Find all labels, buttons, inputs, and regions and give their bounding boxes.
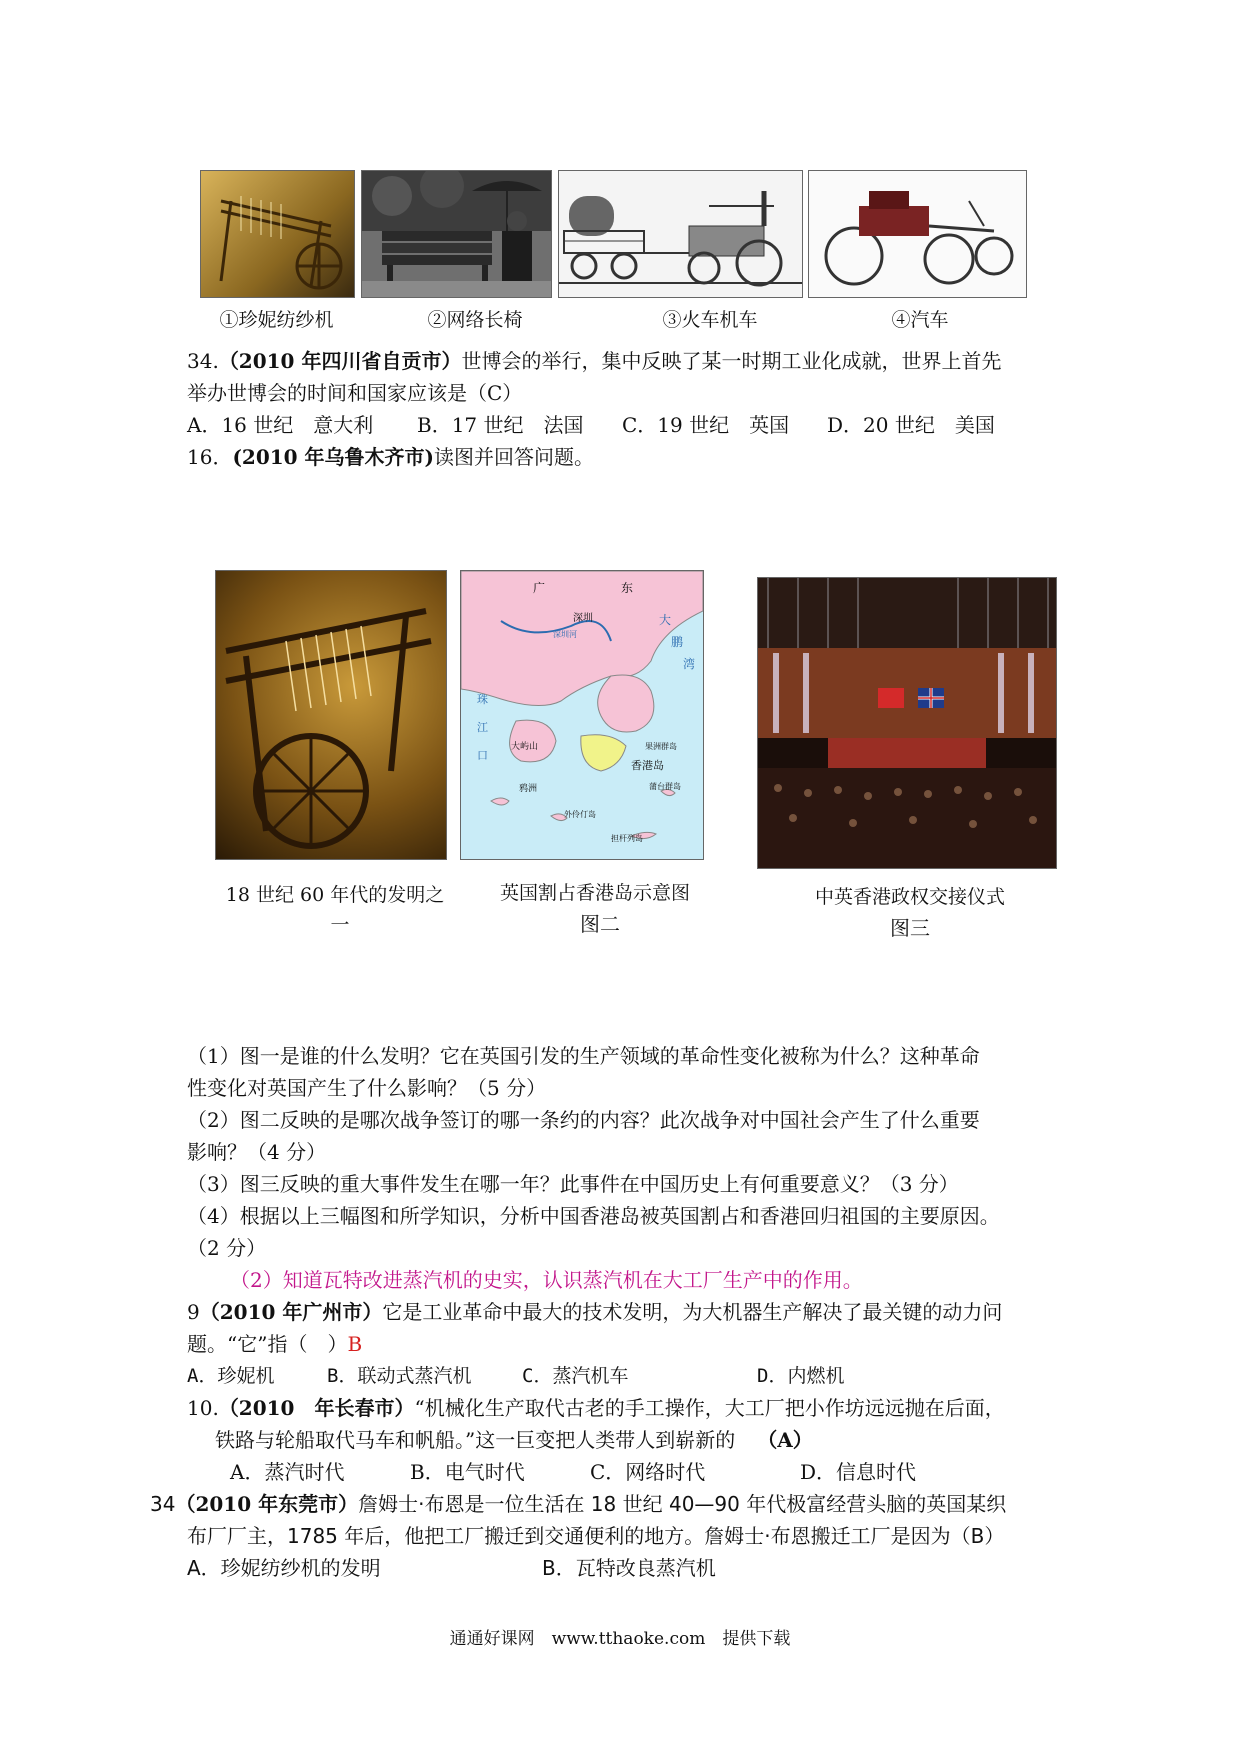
q34a-option-d: D．20 世纪 美国 <box>827 413 995 437</box>
caption-automobile: ④汽车 <box>891 309 949 331</box>
map-label-zhu: 珠 <box>477 693 488 706</box>
q16-text: 读图并回答问题。 <box>434 445 595 469</box>
q10-text1: “机械化生产取代古老的手工操作，大工厂把小作坊远远抛在后面， <box>414 1396 1005 1420</box>
q9-number: 9 <box>187 1300 200 1324</box>
q9-line2 <box>187 1330 362 1358</box>
q34a-text1: 世博会的举行，集中反映了某一时期工业化成就，世界上首先 <box>461 349 1002 373</box>
q10-answer: （A） <box>757 1428 813 1452</box>
q10-line1 <box>187 1394 1005 1422</box>
figure-network-bench <box>361 170 552 298</box>
q10-line2 <box>215 1426 813 1454</box>
figure-spinning-jenny <box>200 170 355 298</box>
map-label-wailingding: 外伶仃岛 <box>564 810 596 819</box>
q34a-line2: 举办世博会的时间和国家应该是（C） <box>187 381 523 405</box>
q10-option-c: C．网络时代 <box>590 1460 706 1484</box>
q34b-source: （2010 年东莞市） <box>175 1492 359 1516</box>
figure-three-handover-ceremony <box>757 577 1057 869</box>
q10-source: （2010 年长春市） <box>218 1396 415 1420</box>
q9-text1: 它是工业革命中最大的技术发明，为大机器生产解决了最关键的动力问 <box>382 1300 1003 1324</box>
q34b-line1 <box>150 1490 1006 1518</box>
q9-option-c: C．蒸汽机车 <box>522 1365 629 1387</box>
q34a-number: 34. <box>187 349 219 373</box>
q9-answer: B <box>347 1332 363 1356</box>
map-label-wan: 湾 <box>683 657 696 671</box>
q16-line <box>187 443 594 471</box>
q16-sub-2b: 影响？（4 分） <box>187 1140 327 1164</box>
page-footer: 通通好课网 www.tthaoke.com 提供下载 <box>449 1629 791 1649</box>
q34b-options <box>187 1554 716 1582</box>
map-label-dong: 东 <box>621 581 634 595</box>
caption-spinning-jenny: ①珍妮纺纱机 <box>219 309 334 331</box>
q10-option-b: B．电气时代 <box>410 1460 525 1484</box>
q34b-number: 34 <box>150 1492 176 1516</box>
fig3-label: 图三 <box>890 916 930 940</box>
map-label-da: 大 <box>659 613 672 627</box>
q34a-options <box>187 411 995 439</box>
q34a-option-a: A．16 世纪 意大利 <box>187 413 374 437</box>
caption-locomotive: ③火车机车 <box>662 309 758 331</box>
q9-options <box>187 1362 844 1390</box>
fig1-caption: 18 世纪 60 年代的发明之 <box>225 884 445 906</box>
q34b-text1: 詹姆士·布恩是一位生活在 18 世纪 40—90 年代极富经营头脑的英国某织 <box>358 1492 1007 1516</box>
q10-option-a: A．蒸汽时代 <box>230 1460 345 1484</box>
fig2-caption: 英国割占香港岛示意图 <box>499 882 690 904</box>
map-label-guozhou: 果洲群岛 <box>645 742 677 751</box>
figure-locomotive <box>558 170 803 298</box>
q16-source: (2010 年乌鲁木齐市) <box>232 445 435 469</box>
figure-one-spinning-jenny <box>215 570 447 860</box>
fig2-label: 图二 <box>580 912 620 936</box>
figure-two-hk-map <box>460 570 704 860</box>
q9-option-a: A．珍妮机 <box>187 1365 275 1387</box>
q9-text2: 题。“它”指（ ） <box>187 1332 348 1356</box>
q10-option-d: D．信息时代 <box>800 1460 917 1484</box>
q34a-option-b: B．17 世纪 法国 <box>417 413 584 437</box>
q16-sub-4b: （2 分） <box>187 1236 267 1260</box>
figure-automobile <box>808 170 1027 298</box>
q16-sub-1a: （1）图一是谁的什么发明？它在英国引发的生产领域的革命性变化被称为什么？这种革命 <box>187 1044 980 1068</box>
caption-network-bench: ②网络长椅 <box>427 309 523 331</box>
map-label-hkisland: 香港岛 <box>631 759 664 772</box>
q34a-option-c: C．19 世纪 英国 <box>622 413 790 437</box>
q16-sub-4a: （4）根据以上三幅图和所学知识，分析中国香港岛被英国割占和香港回归祖国的主要原因。 <box>187 1204 1000 1228</box>
map-label-yazhou: 鸦洲 <box>519 784 538 794</box>
q16-sub-2a: （2）图二反映的是哪次战争签订的哪一条约的内容？此次战争对中国社会产生了什么重要 <box>187 1108 980 1132</box>
fig3-caption: 中英香港政权交接仪式 <box>814 886 1005 908</box>
map-label-jiang: 江 <box>477 721 488 734</box>
map-label-dangan: 担杆列岛 <box>611 834 643 843</box>
q9-option-b: B．联动式蒸汽机 <box>327 1365 472 1387</box>
q9-option-d: D．内燃机 <box>757 1365 845 1387</box>
q10-text2: 铁路与轮船取代马车和帆船。”这一巨变把人类带人到崭新的 <box>215 1428 736 1452</box>
q9-source: （2010 年广州市） <box>199 1300 383 1324</box>
map-label-dayushan: 大屿山 <box>511 742 539 752</box>
q9-line1 <box>187 1298 1002 1326</box>
q34b-line2: 布厂厂主，1785 年后，他把工厂搬迁到交通便利的地方。詹姆士·布恩搬迁工厂是因为（B） <box>187 1524 1005 1548</box>
fig1-caption-2: 一 <box>330 914 350 936</box>
map-label-pudai: 蒲台群岛 <box>649 782 681 791</box>
map-label-guang: 广 <box>533 581 546 595</box>
q10-number: 10. <box>187 1396 219 1420</box>
map-label-peng: 鹏 <box>671 635 684 649</box>
q34a-source: （2010 年四川省自贡市） <box>218 349 462 373</box>
map-label-kou: 口 <box>477 749 488 762</box>
q16-number: 16． <box>187 445 233 469</box>
map-label-shenzhen-river: 深圳河 <box>553 630 577 639</box>
q10-options <box>230 1458 916 1486</box>
q16-sub-3: （3）图三反映的重大事件发生在哪一年？此事件在中国历史上有何重要意义？（3 分） <box>187 1172 959 1196</box>
q16-sub-1b: 性变化对英国产生了什么影响？（5 分） <box>187 1076 547 1100</box>
map-label-shenzhen: 深圳 <box>573 613 593 624</box>
standard-note: （2）知道瓦特改进蒸汽机的史实，认识蒸汽机在大工厂生产中的作用。 <box>230 1268 863 1292</box>
q34a-line1 <box>187 347 1001 375</box>
q34b-option-b: B．瓦特改良蒸汽机 <box>542 1556 716 1580</box>
q34b-option-a: A．珍妮纺纱机的发明 <box>187 1556 381 1580</box>
